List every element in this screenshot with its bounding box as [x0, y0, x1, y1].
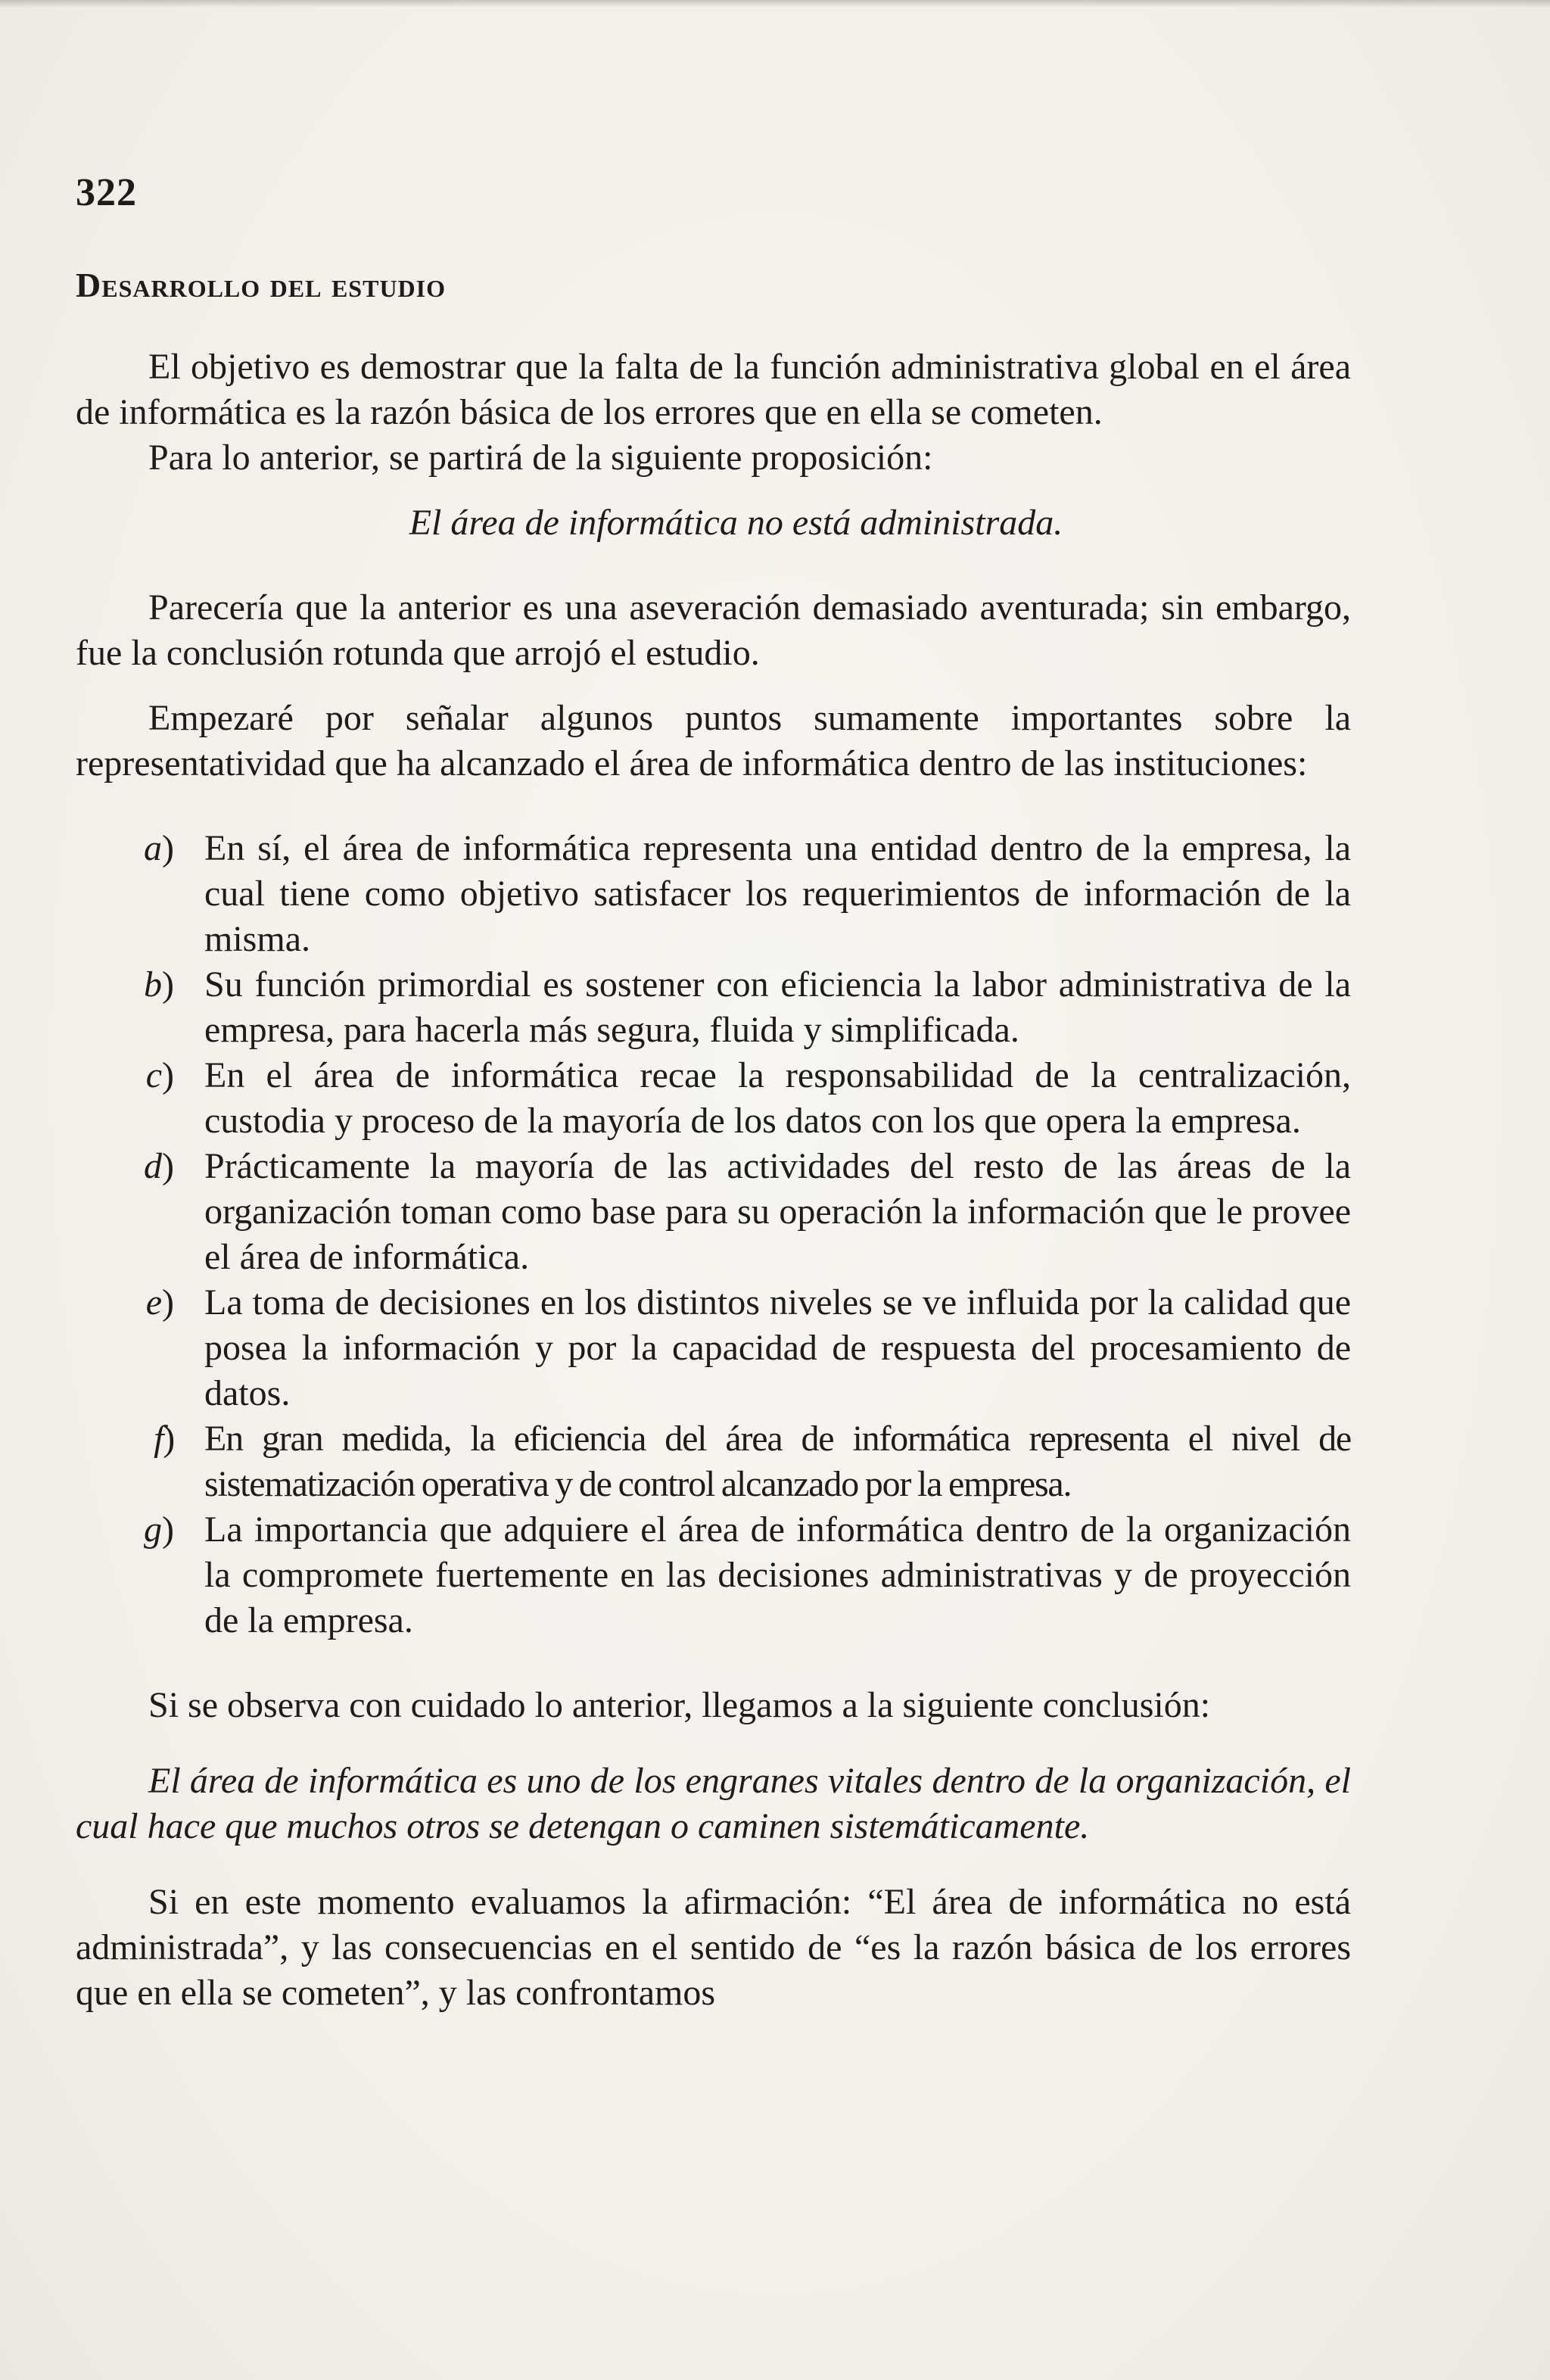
list-marker: c) — [145, 1055, 174, 1095]
page-number: 322 — [76, 171, 137, 214]
conclusion-statement: El área de informática es uno de los engranes vitales dentro de la organización, el cual hace que muchos otros se detengan o caminen sistemáticamente. — [76, 1761, 1351, 1846]
body-text — [76, 344, 1351, 2016]
section-heading: Desarrollo del estudio — [76, 266, 447, 304]
list-item — [76, 1144, 1351, 1280]
list-item — [76, 1053, 1351, 1144]
list-item-text: La toma de decisiones en los distintos niveles se ve influida por la calidad que posea la información y por la capacidad de respuesta del procesamiento de datos. — [204, 1282, 1351, 1413]
paragraph-intro-proposition: Para lo anterior, se partirá de la siguiente proposición: — [148, 438, 933, 478]
list-marker: f) — [154, 1419, 174, 1459]
list-marker: a) — [144, 828, 174, 868]
list-marker: d) — [144, 1146, 174, 1186]
list-marker: e) — [145, 1282, 174, 1322]
paragraph-assertion: Parecería que la anterior es una aseveración demasiado aventurada; sin embargo, fue la conclusión rotunda que arrojó el estudio. — [76, 587, 1351, 673]
list-item — [76, 826, 1351, 962]
points-list — [76, 826, 1351, 1643]
list-item-text: En gran medida, la eficiencia del área de informática representa el nivel de sistematización operativa y de control alcanzado por la empresa. — [204, 1419, 1351, 1504]
list-item — [76, 1416, 1351, 1507]
list-item — [76, 1507, 1351, 1643]
list-marker: g) — [144, 1509, 174, 1550]
list-item-text: Prácticamente la mayoría de las actividades del resto de las áreas de la organización toman como base para su operación la información que le provee el área de informática. — [204, 1146, 1351, 1277]
list-item-text: En el área de informática recae la responsabilidad de la centralización, custodia y proceso de la mayoría de los datos con los que opera la empresa. — [204, 1055, 1351, 1141]
page-top-edge — [0, 0, 1550, 8]
paragraph-evaluation: Si en este momento evaluamos la afirmación: “El área de informática no está administrada”, y las consecuencias en el sentido de “es la razón básica de los errores que en ella se cometen”, y las confrontamos — [76, 1882, 1351, 2013]
paragraph-objective: El objetivo es demostrar que la falta de la función administrativa global en el área de informática es la razón básica de los errores que en ella se cometen. — [76, 347, 1351, 432]
list-item — [76, 1280, 1351, 1416]
list-item-text: Su función primordial es sostener con eficiencia la labor administrativa de la empresa, para hacerla más segura, fluida y simplificada. — [204, 964, 1351, 1050]
list-item-text: La importancia que adquiere el área de informática dentro de la organización la compromete fuertemente en las decisiones administrativas y de proyección de la empresa. — [204, 1509, 1351, 1640]
paragraph-points-intro: Empezaré por señalar algunos puntos sumamente importantes sobre la representatividad que ha alcanzado el área de informática dentro de las instituciones: — [76, 698, 1351, 783]
paragraph-conclusion-intro: Si se observa con cuidado lo anterior, llegamos a la siguiente conclusión: — [148, 1685, 1211, 1725]
list-item-text: En sí, el área de informática representa una entidad dentro de la empresa, la cual tiene como objetivo satisfacer los requerimientos de información de la misma. — [204, 828, 1351, 959]
proposition-statement: El área de informática no está administrada. — [409, 503, 1063, 543]
list-marker: b) — [144, 964, 174, 1005]
list-item — [76, 962, 1351, 1053]
